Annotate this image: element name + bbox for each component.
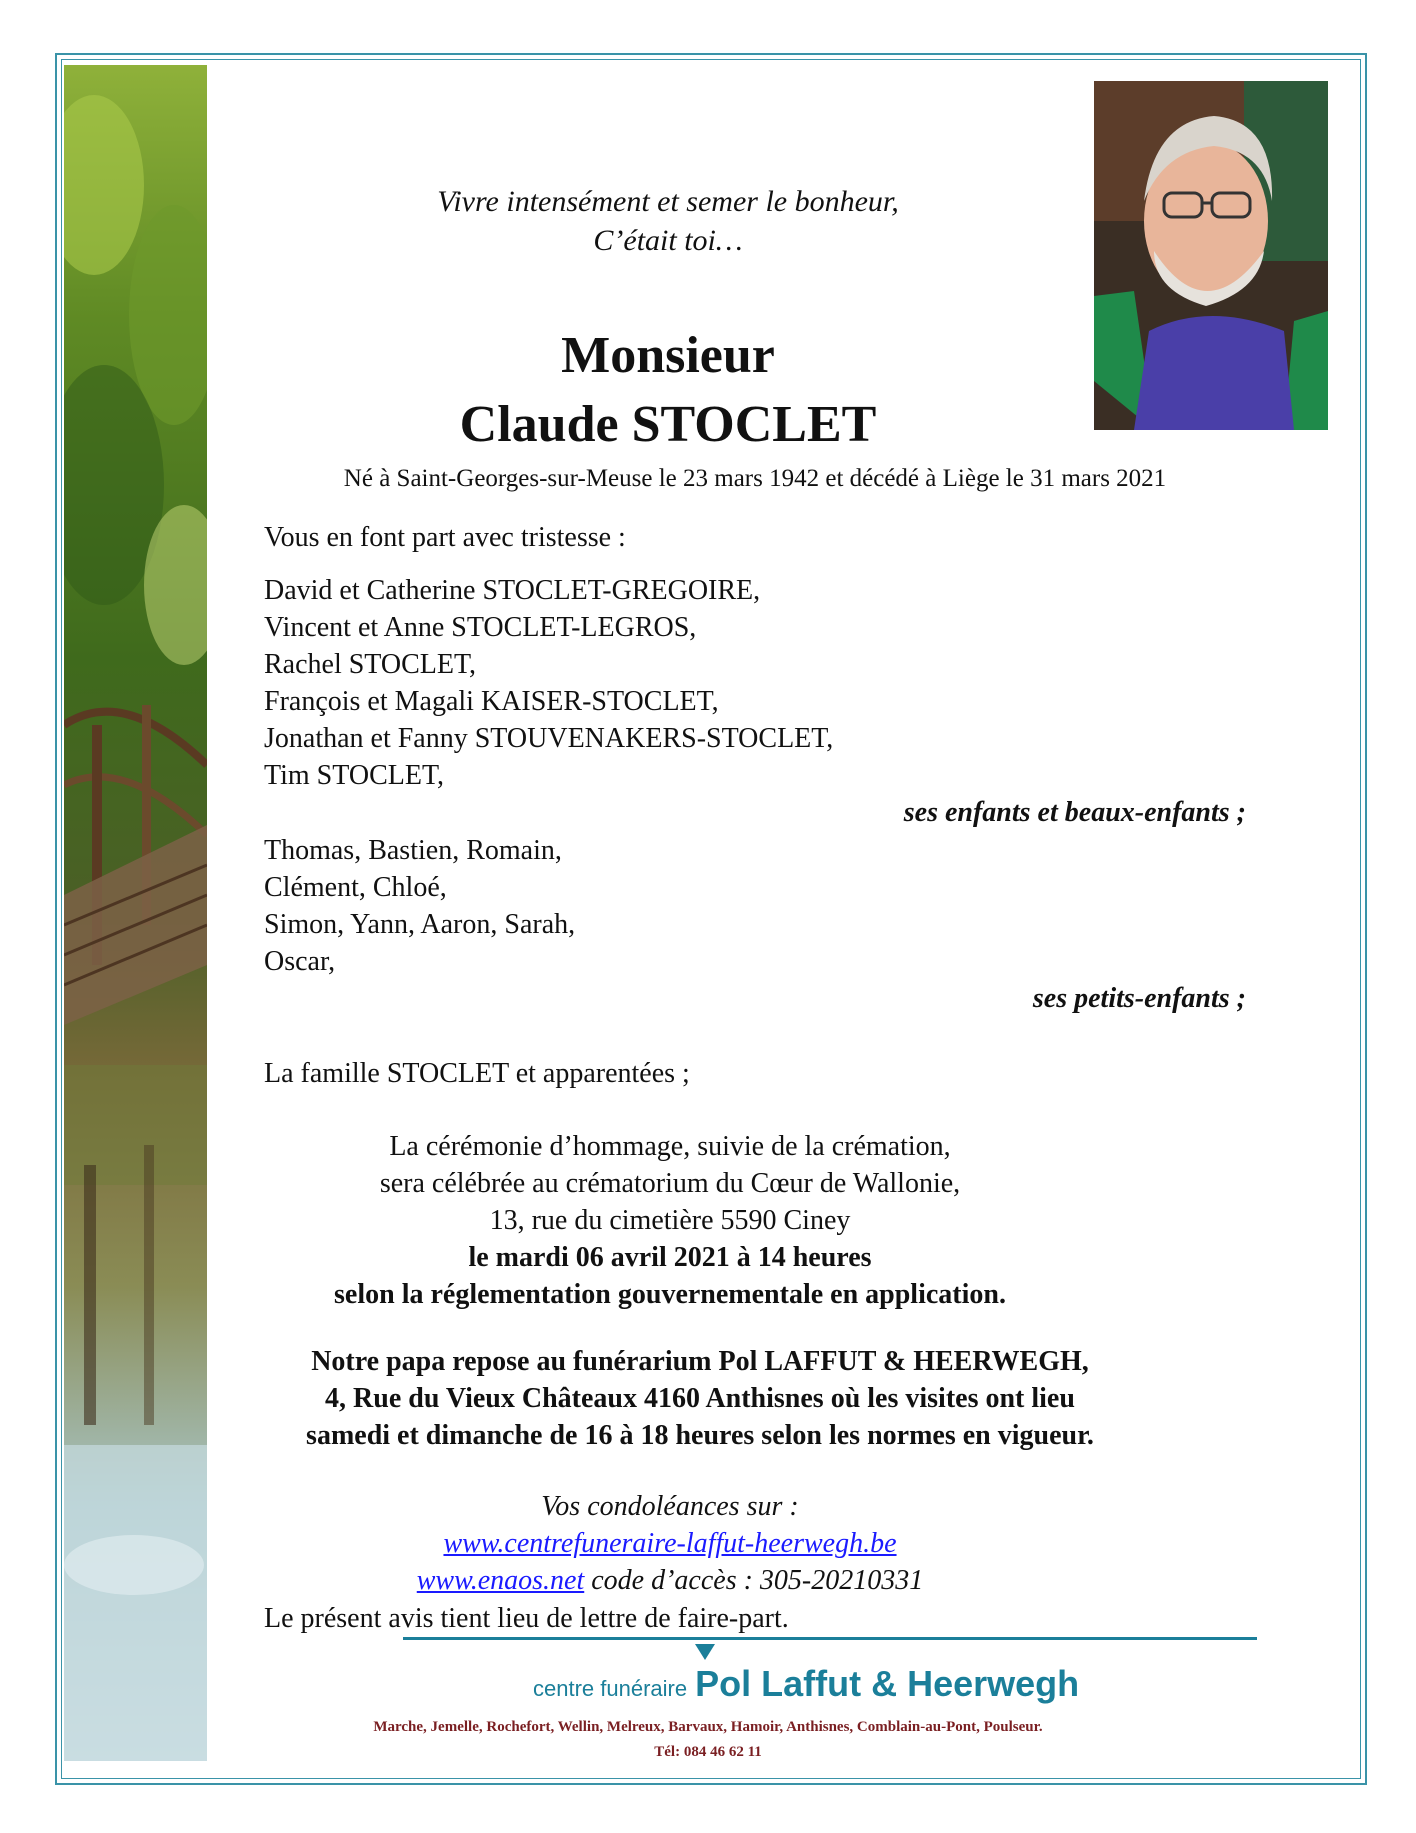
bridge-landscape-image bbox=[64, 65, 207, 1761]
children-label: ses enfants et beaux-enfants ; bbox=[903, 797, 1246, 828]
children-line-1: David et Catherine STOCLET-GREGOIRE, bbox=[264, 575, 761, 606]
grandchildren-label: ses petits-enfants ; bbox=[1032, 983, 1246, 1014]
notice-line: Le présent avis tient lieu de lettre de faire-part. bbox=[264, 1603, 789, 1634]
ceremony-regulation: selon la réglementation gouvernementale en application. bbox=[334, 1279, 1006, 1310]
children-line-4: François et Magali KAISER-STOCLET, bbox=[264, 686, 719, 717]
condolences-label: Vos condoléances sur : bbox=[541, 1491, 799, 1522]
funeral-home-website-link[interactable]: www.centrefuneraire-laffut-heerwegh.be bbox=[443, 1528, 897, 1559]
ceremony-line-2: sera célébrée au crématorium du Cœur de Wallonie, bbox=[379, 1168, 961, 1199]
logo-triangle-icon bbox=[695, 1644, 715, 1660]
quote-line-1: Vivre intensément et semer le bonheur, bbox=[437, 185, 899, 218]
ceremony-line-1: La cérémonie d’hommage, suivie de la crémation, bbox=[389, 1131, 951, 1162]
enaos-row bbox=[260, 1562, 1080, 1599]
visitation-line-3: samedi et dimanche de 16 à 18 heures selon les normes en vigueur. bbox=[306, 1420, 1094, 1451]
grandchildren-line-2: Clément, Chloé, bbox=[264, 872, 447, 903]
family-line: La famille STOCLET et apparentées ; bbox=[264, 1058, 690, 1089]
children-line-6: Tim STOCLET, bbox=[264, 760, 444, 791]
announcement-intro: Vous en font part avec tristesse : bbox=[264, 522, 626, 553]
condolences-link-row bbox=[260, 1525, 1080, 1562]
funeral-home-logo bbox=[533, 1663, 1079, 1705]
grandchildren-line-1: Thomas, Bastien, Romain, bbox=[264, 835, 562, 866]
logo-name: Pol Laffut & Heerwegh bbox=[695, 1663, 1080, 1704]
children-line-5: Jonathan et Fanny STOUVENAKERS-STOCLET, bbox=[264, 723, 834, 754]
visitation-line-2: 4, Rue du Vieux Châteaux 4160 Anthisnes où les visites ont lieu bbox=[325, 1383, 1075, 1414]
deceased-name: Claude STOCLET bbox=[459, 396, 877, 453]
quote-line-2: C’était toi… bbox=[593, 224, 743, 257]
funeral-home-locations: Marche, Jemelle, Rochefort, Wellin, Melreux, Barvaux, Hamoir, Anthisnes, Comblain-au-Pont, Poulseur. bbox=[373, 1719, 1043, 1735]
funeral-home-phone: Tél: 084 46 62 11 bbox=[654, 1744, 762, 1760]
honorific: Monsieur bbox=[561, 327, 775, 384]
birth-death-line: Né à Saint-Georges-sur-Meuse le 23 mars 1942 et décédé à Liège le 31 mars 2021 bbox=[343, 465, 1167, 492]
children-line-2: Vincent et Anne STOCLET-LEGROS, bbox=[264, 612, 697, 643]
logo-divider bbox=[403, 1637, 1257, 1640]
access-code: code d’accès : 305-20210331 bbox=[584, 1565, 924, 1596]
grandchildren-line-4: Oscar, bbox=[264, 946, 336, 977]
children-line-3: Rachel STOCLET, bbox=[264, 649, 477, 680]
ceremony-date: le mardi 06 avril 2021 à 14 heures bbox=[468, 1242, 872, 1273]
grandchildren-line-3: Simon, Yann, Aaron, Sarah, bbox=[264, 909, 576, 940]
logo-prefix: centre funéraire bbox=[533, 1676, 688, 1701]
ceremony-line-3: 13, rue du cimetière 5590 Ciney bbox=[489, 1205, 851, 1236]
visitation-line-1: Notre papa repose au funérarium Pol LAFFUT & HEERWEGH, bbox=[311, 1346, 1089, 1377]
enaos-link[interactable]: www.enaos.net bbox=[416, 1565, 585, 1596]
